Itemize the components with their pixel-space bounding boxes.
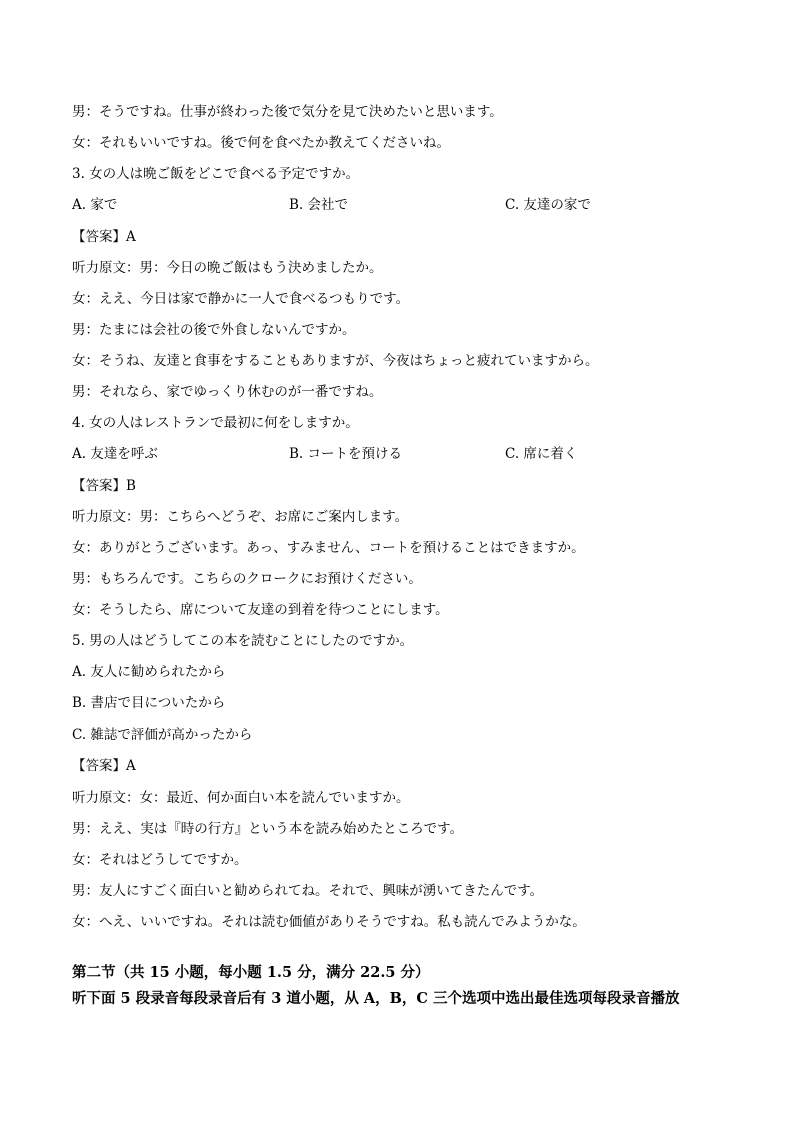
question-4: 4. 女の人はレストランで最初に何をしますか。 [72, 415, 359, 431]
transcript-line: 听力原文：女：最近、何か面白い本を読んでいますか。 [72, 790, 410, 806]
q5-answer: 【答案】A [72, 758, 136, 774]
section-heading: 第二节（共 15 小题，每小题 1.5 分，满分 22.5 分） [72, 964, 430, 981]
q3-option-a: A. 家で [72, 197, 118, 213]
transcript-line: 男：それなら、家でゆっくり休むのが一番ですね。 [72, 384, 383, 400]
q4-answer: 【答案】B [72, 478, 136, 494]
q5-option-b: B. 書店で目についたから [72, 695, 226, 711]
q4-option-b: B. コートを預ける [289, 446, 403, 462]
transcript-line: 听力原文：男：今日の晩ご飯はもう決めましたか。 [72, 260, 383, 276]
transcript-line: 女：それはどうしてですか。 [72, 852, 248, 868]
q3-option-c: C. 友達の家で [505, 197, 591, 213]
q5-option-a: A. 友人に勧められたから [72, 664, 226, 680]
transcript-line: 女：そうね、友達と食事をすることもありますが、今夜はちょっと疲れていますから。 [72, 353, 599, 369]
question-3: 3. 女の人は晩ご飯をどこで食べる予定ですか。 [72, 166, 360, 182]
q3-answer: 【答案】A [72, 229, 136, 245]
q4-option-a: A. 友達を呼ぶ [72, 446, 158, 462]
transcript-line: 女：ええ、今日は家で静かに一人で食べるつもりです。 [72, 291, 410, 307]
dialogue-line: 女：それもいいですね。後で何を食べたか教えてくださいね。 [72, 135, 450, 151]
transcript-line: 男：友人にすごく面白いと勧められてね。それで、興味が湧いてきたんです。 [72, 883, 544, 899]
transcript-line: 女：へえ、いいですね。それは読む価値がありそうですね。私も読んでみようかな。 [72, 914, 586, 930]
section-instructions: 听下面 5 段录音每段录音后有 3 道小题，从 A，B，C 三个选项中选出最佳选项每段录音播放 [72, 990, 680, 1007]
transcript-line: 听力原文：男：こちらへどうぞ、お席にご案内します。 [72, 509, 409, 525]
transcript-line: 男：もちろんです。こちらのクロークにお預けください。 [72, 571, 422, 587]
transcript-line: 女：そうしたら、席について友達の到着を待つことにします。 [72, 602, 449, 618]
transcript-line: 男：ええ、実は『時の行方』という本を読み始めたところです。 [72, 821, 464, 837]
transcript-line: 男：たまには会社の後で外食しないんですか。 [72, 322, 356, 338]
dialogue-line: 男：そうですね。仕事が終わった後で気分を見て決めたいと思います。 [72, 104, 503, 120]
q4-option-c: C. 席に着く [505, 446, 578, 462]
question-5: 5. 男の人はどうしてこの本を読むことにしたのですか。 [72, 633, 414, 649]
transcript-line: 女：ありがとうございます。あっ、すみません、コートを預けることはできますか。 [72, 540, 585, 556]
q3-option-b: B. 会社で [289, 197, 349, 213]
q5-option-c: C. 雑誌で評価が高かったから [72, 727, 253, 743]
